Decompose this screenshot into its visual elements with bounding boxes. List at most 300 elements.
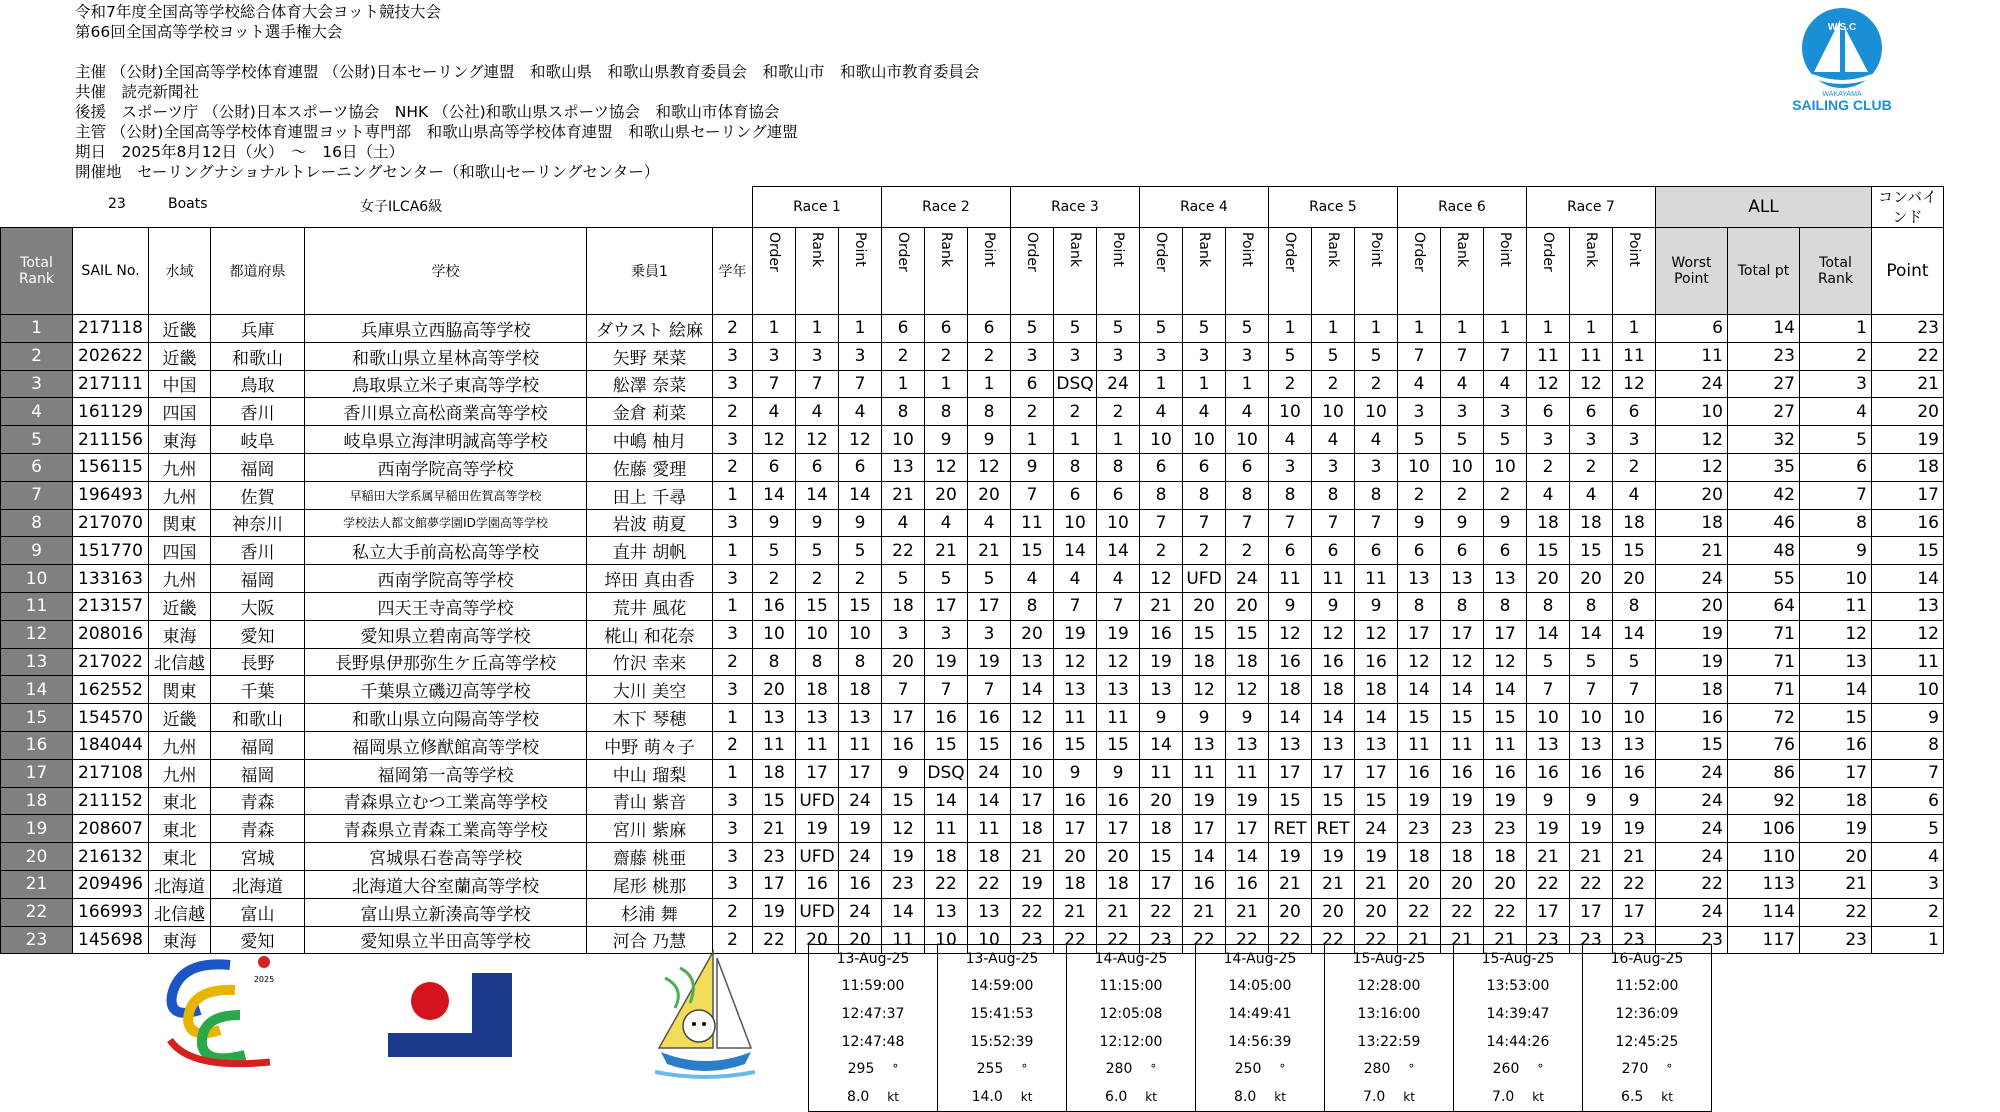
- rank-cell: 21: [1, 870, 73, 898]
- sail-no-cell: 161129: [73, 398, 149, 426]
- race-info-cell: [1196, 1000, 1325, 1028]
- total-rank-cell: 18: [1800, 787, 1872, 815]
- race-header-4: Race 4: [1140, 187, 1269, 228]
- race-header-5: Race 5: [1269, 187, 1398, 228]
- race-4-order-cell: 18: [1140, 815, 1183, 843]
- race-2-rank-cell: 10: [925, 926, 968, 954]
- race-7-point-cell: 13: [1613, 731, 1656, 759]
- worst-point-cell: 18: [1656, 509, 1728, 537]
- race-3-point-cell: 15: [1097, 731, 1140, 759]
- race-6-point-cell: 22: [1484, 898, 1527, 926]
- race-1-point-header: [839, 228, 882, 315]
- school-cell: 千葉県立磯辺高等学校: [305, 676, 587, 704]
- crew-cell: 大川 美空: [587, 676, 713, 704]
- race-2-order-cell: 20: [882, 648, 925, 676]
- race-3-order-cell: 18: [1011, 815, 1054, 843]
- race-7-point-cell: 22: [1613, 870, 1656, 898]
- race-7-order-cell: 7: [1527, 676, 1570, 704]
- race-7-point-cell: 20: [1613, 565, 1656, 593]
- race-1-rank-cell: 18: [796, 676, 839, 704]
- crew-cell: 杉浦 舞: [587, 898, 713, 926]
- race-3-order-cell: 7: [1011, 481, 1054, 509]
- table-row: [1, 342, 1944, 370]
- table-row: [1, 426, 1944, 454]
- race-info-cell: [1196, 1055, 1325, 1083]
- race-7-rank-cell: 8: [1570, 592, 1613, 620]
- grade-cell: 1: [713, 759, 753, 787]
- prefecture-cell: 和歌山: [211, 342, 305, 370]
- region-cell: 九州: [149, 731, 211, 759]
- race-2-point-header: [968, 228, 1011, 315]
- race-5-rank-cell: 6: [1312, 537, 1355, 565]
- race-4-rank-cell: 2: [1183, 537, 1226, 565]
- race-1-rank-cell: 9: [796, 509, 839, 537]
- grade-cell: 3: [713, 426, 753, 454]
- race-3-order-cell: 8: [1011, 592, 1054, 620]
- race-7-point-cell: 11: [1613, 342, 1656, 370]
- combined-point-cell: 10: [1872, 676, 1944, 704]
- race-4-point-cell: 9: [1226, 704, 1269, 732]
- grade-cell: 2: [713, 315, 753, 343]
- race-info-cell: [1196, 945, 1325, 973]
- race-1-point-cell: 6: [839, 453, 882, 481]
- race-7-order-cell: 11: [1527, 342, 1570, 370]
- school-cell: 私立大手前高松高等学校: [305, 537, 587, 565]
- race-2-order-cell: 15: [882, 787, 925, 815]
- race-6-order-cell: 5: [1398, 426, 1441, 454]
- grade-cell: 1: [713, 537, 753, 565]
- race-info-cell: [1196, 973, 1325, 1001]
- race-info-value: 15-Aug-25: [1352, 950, 1426, 967]
- race-info-value: 12:45:25: [1615, 1033, 1679, 1050]
- rank-cell: 12: [1, 620, 73, 648]
- race-3-rank-cell: 21: [1054, 898, 1097, 926]
- race-6-point-cell: 13: [1484, 565, 1527, 593]
- race-1-point-cell: 12: [839, 426, 882, 454]
- race-7-rank-cell: 19: [1570, 815, 1613, 843]
- total-rank-cell: 5: [1800, 426, 1872, 454]
- race-5-rank-cell: 14: [1312, 704, 1355, 732]
- race-1-rank-cell: 6: [796, 453, 839, 481]
- race-4-rank-cell: 9: [1183, 704, 1226, 732]
- prefecture-cell: 福岡: [211, 565, 305, 593]
- school-cell: 岐阜県立海津明誠高等学校: [305, 426, 587, 454]
- games-logo: [160, 950, 280, 1080]
- race-2-order-cell: 8: [882, 398, 925, 426]
- race-6-order-cell: 3: [1398, 398, 1441, 426]
- race-5-order-cell: 10: [1269, 398, 1312, 426]
- race-4-point-cell: 5: [1226, 315, 1269, 343]
- race-5-rank-cell: 10: [1312, 398, 1355, 426]
- race-3-rank-cell: 15: [1054, 731, 1097, 759]
- games-arc-red: [170, 1040, 270, 1064]
- school-cell: 長野県伊那弥生ケ丘高等学校: [305, 648, 587, 676]
- sail-no-cell: 156115: [73, 453, 149, 481]
- race-2-rank-cell: 2: [925, 342, 968, 370]
- prefecture-cell: 千葉: [211, 676, 305, 704]
- race-1-point-cell: 1: [839, 315, 882, 343]
- prefecture-cell: 神奈川: [211, 509, 305, 537]
- race-7-point-cell: 15: [1613, 537, 1656, 565]
- race-3-order-cell: 21: [1011, 843, 1054, 871]
- knot-unit: kt: [1661, 1089, 1673, 1104]
- total-rank-cell: 17: [1800, 759, 1872, 787]
- race-header-2: Race 2: [882, 187, 1011, 228]
- race-7-point-cell: 1: [1613, 315, 1656, 343]
- race-6-point-cell: 19: [1484, 787, 1527, 815]
- race-4-order-cell: 8: [1140, 481, 1183, 509]
- total-pt-cell: 86: [1728, 759, 1800, 787]
- race-1-order-cell: 19: [753, 898, 796, 926]
- race-2-point-cell: 2: [968, 342, 1011, 370]
- region-cell: 東北: [149, 787, 211, 815]
- total-pt-cell: 32: [1728, 426, 1800, 454]
- table-row: [1, 759, 1944, 787]
- combined-point-cell: 23: [1872, 315, 1944, 343]
- race-4-point-cell: 4: [1226, 398, 1269, 426]
- prefecture-header: 都道府県: [211, 228, 305, 315]
- sail-no-cell: 184044: [73, 731, 149, 759]
- race-7-order-cell: 13: [1527, 731, 1570, 759]
- race-3-point-cell: 20: [1097, 843, 1140, 871]
- race-5-rank-cell: RET: [1312, 815, 1355, 843]
- race-info-value: 14:59:00: [970, 978, 1034, 995]
- race-1-order-cell: 5: [753, 537, 796, 565]
- total-pt-cell: 46: [1728, 509, 1800, 537]
- crew-header: 乗員1: [587, 228, 713, 315]
- crew-cell: 宮川 紫麻: [587, 815, 713, 843]
- race-2-point-cell: 9: [968, 426, 1011, 454]
- prefecture-cell: 岐阜: [211, 426, 305, 454]
- race-3-point-cell: 9: [1097, 759, 1140, 787]
- race-3-point-cell: 10: [1097, 509, 1140, 537]
- race-6-order-cell: 19: [1398, 787, 1441, 815]
- race-4-order-cell: 19: [1140, 648, 1183, 676]
- rank-label: Rank: [1454, 232, 1470, 267]
- race-3-point-cell: 3: [1097, 342, 1140, 370]
- rank-cell: 5: [1, 426, 73, 454]
- race-3-rank-cell: 6: [1054, 481, 1097, 509]
- region-cell: 北海道: [149, 870, 211, 898]
- sail-no-cell: 151770: [73, 537, 149, 565]
- race-4-point-cell: 1: [1226, 370, 1269, 398]
- combined-point-cell: 18: [1872, 453, 1944, 481]
- table-row: [1, 815, 1944, 843]
- race-7-order-cell: 22: [1527, 870, 1570, 898]
- race-3-point-cell: 17: [1097, 815, 1140, 843]
- total-pt-cell: 92: [1728, 787, 1800, 815]
- race-2-point-cell: 16: [968, 704, 1011, 732]
- total-pt-cell: 72: [1728, 704, 1800, 732]
- race-7-order-cell: 12: [1527, 370, 1570, 398]
- race-6-order-cell: 13: [1398, 565, 1441, 593]
- order-label: Order: [1153, 232, 1169, 272]
- race-6-order-cell: 15: [1398, 704, 1441, 732]
- region-cell: 九州: [149, 759, 211, 787]
- race-7-order-cell: 20: [1527, 565, 1570, 593]
- race-info-cell: [1583, 1055, 1712, 1083]
- race-1-rank-cell: 20: [796, 926, 839, 954]
- race-6-rank-cell: 5: [1441, 426, 1484, 454]
- table-row: [1, 843, 1944, 871]
- race-6-order-cell: 1: [1398, 315, 1441, 343]
- total-rank-cell: 10: [1800, 565, 1872, 593]
- race-info-cell: [1454, 1055, 1583, 1083]
- race-4-point-cell: 16: [1226, 870, 1269, 898]
- race-2-rank-cell: 7: [925, 676, 968, 704]
- race-info-value: 14:39:47: [1486, 1005, 1550, 1022]
- table-row: [1, 509, 1944, 537]
- race-info-value: 15:52:39: [970, 1033, 1034, 1050]
- race-1-point-cell: 11: [839, 731, 882, 759]
- total-pt-cell: 27: [1728, 398, 1800, 426]
- race-2-point-cell: 7: [968, 676, 1011, 704]
- race-5-point-cell: 20: [1355, 898, 1398, 926]
- race-7-rank-cell: 15: [1570, 537, 1613, 565]
- total-pt-cell: 106: [1728, 815, 1800, 843]
- prefecture-cell: 富山: [211, 898, 305, 926]
- race-7-rank-cell: 4: [1570, 481, 1613, 509]
- race-info-cell: [809, 1028, 938, 1056]
- race-2-point-cell: 4: [968, 509, 1011, 537]
- race-7-order-cell: 1: [1527, 315, 1570, 343]
- race-4-order-cell: 16: [1140, 620, 1183, 648]
- race-4-point-cell: 12: [1226, 676, 1269, 704]
- race-6-point-cell: 11: [1484, 731, 1527, 759]
- region-cell: 近畿: [149, 315, 211, 343]
- race-5-point-cell: 5: [1355, 342, 1398, 370]
- race-3-rank-cell: 17: [1054, 815, 1097, 843]
- point-label: Point: [1368, 232, 1384, 267]
- race-7-rank-cell: 22: [1570, 870, 1613, 898]
- knot-unit: kt: [887, 1089, 899, 1104]
- order-label: Order: [1282, 232, 1298, 272]
- race-6-point-cell: 17: [1484, 620, 1527, 648]
- crew-cell: 齋藤 桃亜: [587, 843, 713, 871]
- school-header: 学校: [305, 228, 587, 315]
- race-7-point-cell: 2: [1613, 453, 1656, 481]
- race-4-point-cell: 11: [1226, 759, 1269, 787]
- school-cell: 学校法人都文館夢学園ID学園高等学校: [305, 509, 587, 537]
- region-cell: 東北: [149, 815, 211, 843]
- race-2-point-cell: 21: [968, 537, 1011, 565]
- total-rank-cell: 1: [1800, 315, 1872, 343]
- combined-point-cell: 13: [1872, 592, 1944, 620]
- region-cell: 東海: [149, 426, 211, 454]
- race-info-cell: [1454, 1028, 1583, 1056]
- table-row: [1, 453, 1944, 481]
- race-4-rank-cell: 19: [1183, 787, 1226, 815]
- worst-point-cell: 22: [1656, 870, 1728, 898]
- worst-point-cell: 12: [1656, 453, 1728, 481]
- race-5-order-cell: 22: [1269, 926, 1312, 954]
- race-info-value: 12:05:08: [1099, 1005, 1163, 1022]
- race-info-cell: [1067, 973, 1196, 1001]
- race-7-rank-cell: 14: [1570, 620, 1613, 648]
- race-2-rank-cell: 19: [925, 648, 968, 676]
- degree-unit: °: [1666, 1062, 1673, 1077]
- sail-no-cell: 217022: [73, 648, 149, 676]
- sail-no-cell: 202622: [73, 342, 149, 370]
- race-info-cell: [1325, 1083, 1454, 1111]
- race-5-rank-cell: 18: [1312, 676, 1355, 704]
- race-4-point-cell: 13: [1226, 731, 1269, 759]
- total-pt-cell: 42: [1728, 481, 1800, 509]
- race-7-order-cell: 10: [1527, 704, 1570, 732]
- worst-point-cell: 19: [1656, 648, 1728, 676]
- race-5-point-cell: 8: [1355, 481, 1398, 509]
- race-5-point-cell: 13: [1355, 731, 1398, 759]
- point-label: Point: [1626, 232, 1642, 267]
- race-6-point-cell: 5: [1484, 426, 1527, 454]
- prefecture-cell: 和歌山: [211, 704, 305, 732]
- race-3-rank-cell: 14: [1054, 537, 1097, 565]
- race-6-rank-cell: 2: [1441, 481, 1484, 509]
- race-5-order-cell: 15: [1269, 787, 1312, 815]
- race-6-rank-cell: 20: [1441, 870, 1484, 898]
- race-1-order-cell: 14: [753, 481, 796, 509]
- total-pt-cell: 23: [1728, 342, 1800, 370]
- school-cell: 早稲田大学系属早稲田佐賀高等学校: [305, 481, 587, 509]
- race-info-value: 6.5: [1621, 1088, 1644, 1105]
- total-pt-cell: 71: [1728, 648, 1800, 676]
- race-2-point-cell: 12: [968, 453, 1011, 481]
- prefecture-cell: 愛知: [211, 620, 305, 648]
- total-pt-cell: 71: [1728, 676, 1800, 704]
- race-4-order-cell: 22: [1140, 898, 1183, 926]
- combined-point-cell: 12: [1872, 620, 1944, 648]
- race-2-rank-cell: 14: [925, 787, 968, 815]
- race-5-point-cell: 11: [1355, 565, 1398, 593]
- mascot-sailboat-icon: [655, 948, 755, 1082]
- crew-cell: 竹沢 幸来: [587, 648, 713, 676]
- rank-cell: 16: [1, 731, 73, 759]
- race-4-order-header: [1140, 228, 1183, 315]
- race-6-rank-cell: 13: [1441, 565, 1484, 593]
- prefecture-cell: 香川: [211, 398, 305, 426]
- race-1-order-cell: 6: [753, 453, 796, 481]
- race-4-rank-cell: 16: [1183, 870, 1226, 898]
- race-4-point-cell: 14: [1226, 843, 1269, 871]
- race-3-rank-cell: 3: [1054, 342, 1097, 370]
- total-rank-cell: 23: [1800, 926, 1872, 954]
- sail-no-cell: 154570: [73, 704, 149, 732]
- race-3-rank-cell: 13: [1054, 676, 1097, 704]
- race-info-value: 16-Aug-25: [1610, 950, 1684, 967]
- total-pt-header: Total pt: [1728, 228, 1800, 315]
- race-1-order-cell: 20: [753, 676, 796, 704]
- grade-header: 学年: [713, 228, 753, 315]
- race-2-point-cell: 20: [968, 481, 1011, 509]
- race-1-point-cell: 9: [839, 509, 882, 537]
- race-3-point-cell: 7: [1097, 592, 1140, 620]
- race-3-rank-cell: 4: [1054, 565, 1097, 593]
- combined-header: [1872, 187, 1944, 228]
- sail-no-cell: 196493: [73, 481, 149, 509]
- rank-cell: 2: [1, 342, 73, 370]
- crew-cell: 荒井 風花: [587, 592, 713, 620]
- race-5-order-cell: 3: [1269, 453, 1312, 481]
- race-5-order-cell: 5: [1269, 342, 1312, 370]
- combined-point-cell: 15: [1872, 537, 1944, 565]
- race-1-order-cell: 9: [753, 509, 796, 537]
- race-2-order-cell: 1: [882, 370, 925, 398]
- race-7-point-cell: 14: [1613, 620, 1656, 648]
- race-2-rank-cell: 13: [925, 898, 968, 926]
- race-6-order-cell: 7: [1398, 342, 1441, 370]
- class-label: 女子ILCA6級: [360, 199, 443, 215]
- games-year: 2025: [253, 975, 275, 984]
- race-4-rank-cell: 5: [1183, 315, 1226, 343]
- race-4-order-cell: 4: [1140, 398, 1183, 426]
- race-3-point-cell: 4: [1097, 565, 1140, 593]
- race-2-order-cell: 10: [882, 426, 925, 454]
- race-info-cell: [938, 1000, 1067, 1028]
- race-3-rank-cell: 7: [1054, 592, 1097, 620]
- race-2-order-cell: 5: [882, 565, 925, 593]
- race-1-order-cell: 23: [753, 843, 796, 871]
- degree-unit: °: [1150, 1062, 1157, 1077]
- rank-cell: 10: [1, 565, 73, 593]
- race-4-order-cell: 10: [1140, 426, 1183, 454]
- rank-cell: 6: [1, 453, 73, 481]
- race-header-6: Race 6: [1398, 187, 1527, 228]
- race-info-cell: [1454, 1083, 1583, 1111]
- race-5-point-cell: 4: [1355, 426, 1398, 454]
- race-5-order-cell: 9: [1269, 592, 1312, 620]
- degree-unit: °: [1279, 1062, 1286, 1077]
- race-info-cell: [1067, 1000, 1196, 1028]
- grade-cell: 1: [713, 481, 753, 509]
- combined-point-cell: 3: [1872, 870, 1944, 898]
- race-4-order-cell: 9: [1140, 704, 1183, 732]
- race-3-point-cell: 19: [1097, 620, 1140, 648]
- race-4-rank-cell: 15: [1183, 620, 1226, 648]
- race-5-order-cell: 1: [1269, 315, 1312, 343]
- race-3-point-cell: 8: [1097, 453, 1140, 481]
- race-info-value: 13:16:00: [1357, 1005, 1421, 1022]
- race-5-rank-cell: 21: [1312, 870, 1355, 898]
- race-info-cell: [938, 1028, 1067, 1056]
- period-line: 期日 2025年8月12日（火） ～ 16日（土）: [75, 143, 405, 161]
- race-info-cell: [809, 1083, 938, 1111]
- race-5-rank-cell: 19: [1312, 843, 1355, 871]
- race-1-point-cell: 8: [839, 648, 882, 676]
- grade-cell: 3: [713, 565, 753, 593]
- race-5-point-cell: 10: [1355, 398, 1398, 426]
- race-4-order-cell: 11: [1140, 759, 1183, 787]
- race-4-rank-cell: 12: [1183, 676, 1226, 704]
- race-3-rank-cell: 16: [1054, 787, 1097, 815]
- prefecture-cell: 福岡: [211, 453, 305, 481]
- race-6-rank-cell: 7: [1441, 342, 1484, 370]
- red-circle-icon: [411, 982, 449, 1020]
- total-pt-cell: 76: [1728, 731, 1800, 759]
- race-5-point-cell: 19: [1355, 843, 1398, 871]
- race-7-order-cell: 16: [1527, 759, 1570, 787]
- grade-cell: 1: [713, 592, 753, 620]
- race-6-point-cell: 2: [1484, 481, 1527, 509]
- region-cell: 近畿: [149, 342, 211, 370]
- total-rank-cell: 13: [1800, 648, 1872, 676]
- race-header-7: Race 7: [1527, 187, 1656, 228]
- race-7-point-cell: 18: [1613, 509, 1656, 537]
- race-info-cell: [1067, 1083, 1196, 1111]
- race-info-value: 12:47:37: [841, 1005, 905, 1022]
- race-4-order-cell: 15: [1140, 843, 1183, 871]
- sail-no-cell: 166993: [73, 898, 149, 926]
- prefecture-cell: 青森: [211, 815, 305, 843]
